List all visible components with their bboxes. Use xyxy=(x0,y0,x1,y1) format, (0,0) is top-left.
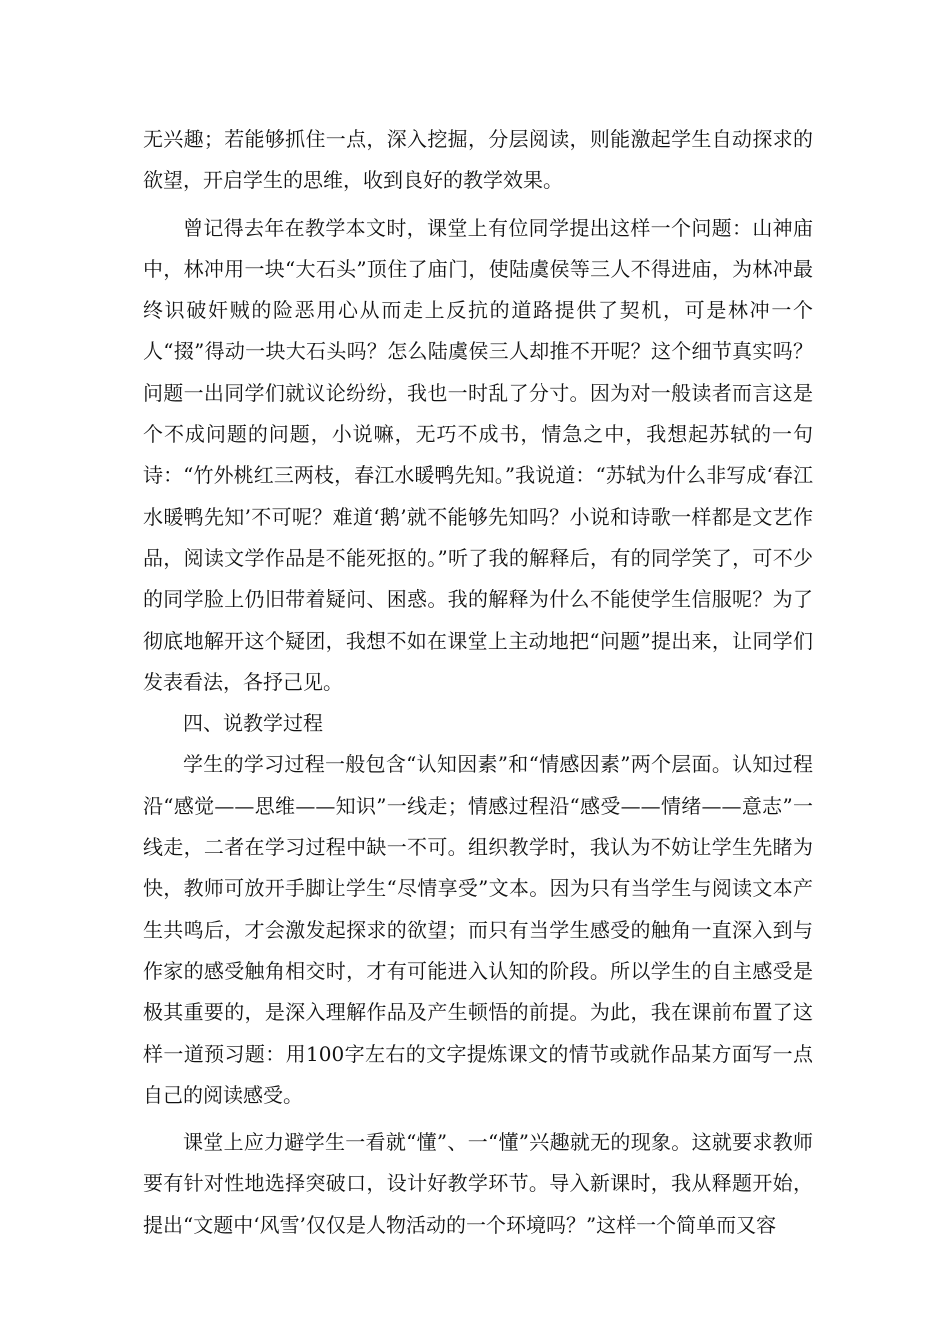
document-body xyxy=(143,119,813,1246)
section-heading-teaching-process: 四、说教学过程 xyxy=(183,711,323,736)
paragraph-classroom-strategy: 课堂上应力避学生一看就“懂”、一“懂”兴趣就无的现象。这就要求教师要有针对性地选择突破口，设计好教学环节。导入新课时，我从释题开始，提出“文题中‘风雪’仅仅是人物活动的一个环境吗？”这样一个简单而又容 xyxy=(143,1130,813,1237)
paragraph-learning-process: 学生的学习过程一般包含“认知因素”和“情感因素”两个层面。认知过程沿“感觉——思维——知识”一线走；情感过程沿“感受——情绪——意志”一线走，二者在学习过程中缺一不可。组织教学时，我认为不妨让学生先睹为快，教师可放开手脚让学生“尽情享受”文本。因为只有当学生与阅读文本产生共鸣后，才会激发起探求的欲望；而只有当学生感受的触角一直深入到与作家的感受触角相交时，才有可能进入认知的阶段。所以学生的自主感受是极其重要的，是深入理解作品及产生顿悟的前提。为此，我在课前布置了这样一道预习题：用100字左右的文字提炼课文的情节或就作品某方面写一点自己的阅读感受。 xyxy=(143,752,813,1107)
paragraph-continuation: 无兴趣；若能够抓住一点，深入挖掘，分层阅读，则能激起学生自动探求的欲望，开启学生的思维，收到良好的教学效果。 xyxy=(143,127,813,193)
paragraph-classroom-question: 曾记得去年在教学本文时，课堂上有位同学提出这样一个问题：山神庙中，林冲用一块“大石头”顶住了庙门，使陆虞侯等三人不得进庙，为林冲最终识破奸贼的险恶用心从而走上反抗的道路提供了契机，可是林冲一个人“掇”得动一块大石头吗？怎么陆虞侯三人却推不开呢？这个细节真实吗？问题一出同学们就议论纷纷，我也一时乱了分寸。因为对一般读者而言这是个不成问题的问题，小说嘛，无巧不成书，情急之中，我想起苏轼的一句诗：“竹外桃红三两枝，春江水暖鸭先知。”我说道：“苏轼为什么非写成‘春江水暖鸭先知’不可呢？难道‘鹅’就不能够先知吗？小说和诗歌一样都是文艺作品，阅读文学作品是不能死抠的。”听了我的解释后，有的同学笑了，可不少的同学脸上仍旧带着疑问、困惑。我的解释为什么不能使学生信服呢？为了彻底地解开这个疑团，我想不如在课堂上主动地把“问题”提出来，让同学们发表看法，各抒己见。 xyxy=(143,215,813,694)
